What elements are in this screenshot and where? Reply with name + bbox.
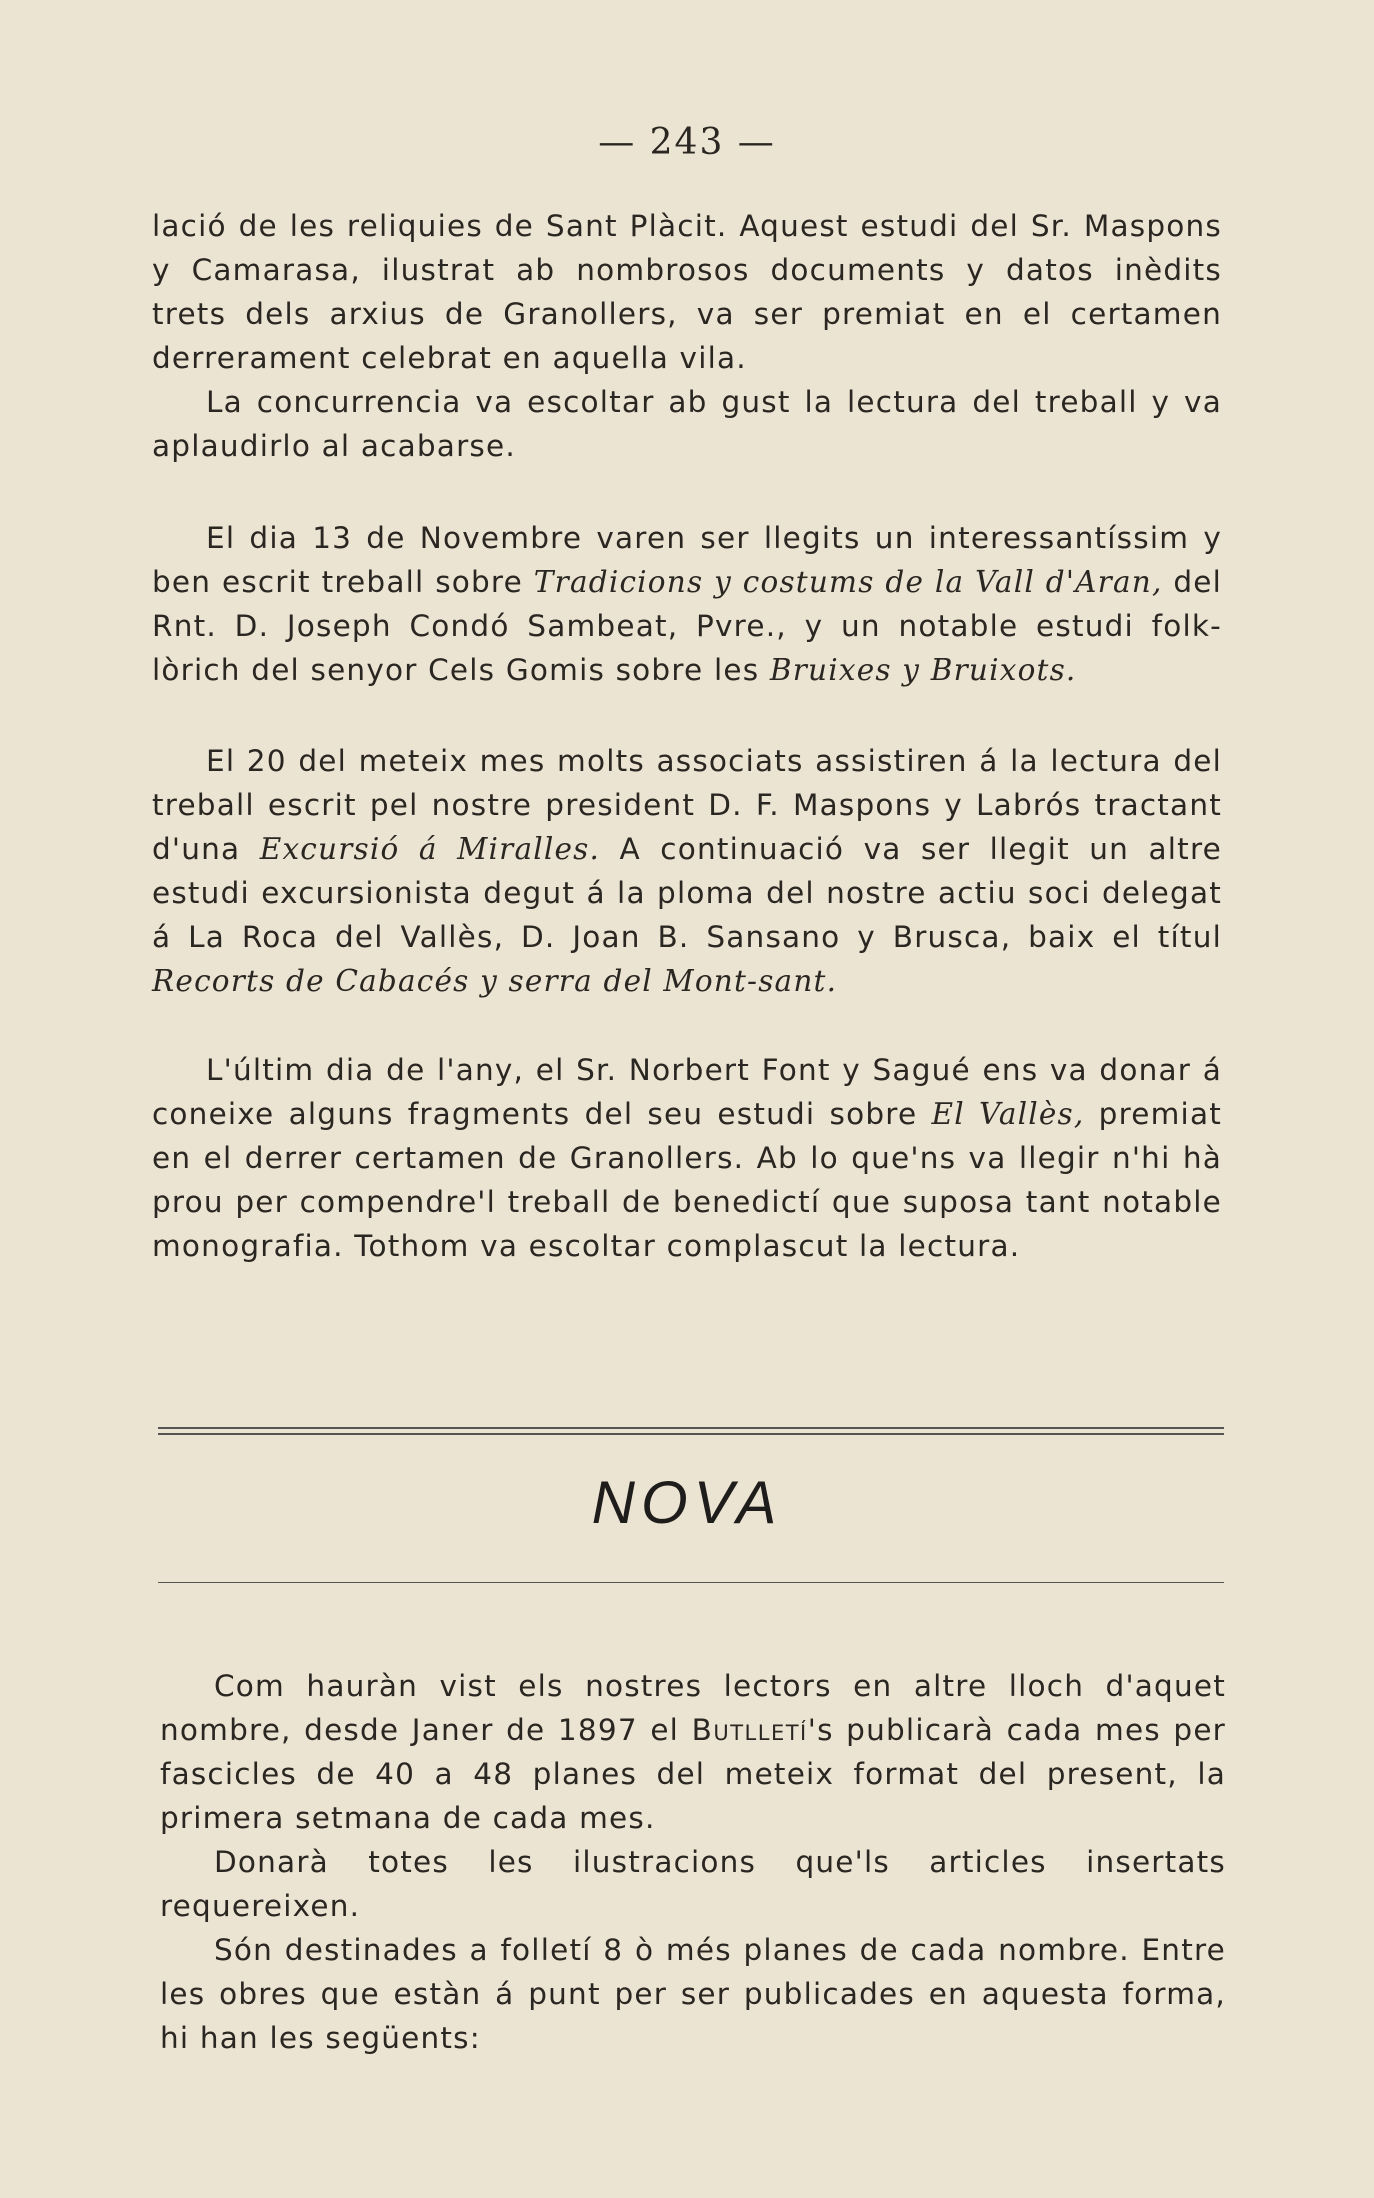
work-title: Bruixes y Bruixots. — [769, 653, 1077, 687]
paragraph-reception: La concurrencia va escoltar ab gust la lectura del treball y va aplaudirlo al acabarse. — [152, 385, 1222, 463]
page-number: — 243 — — [598, 122, 776, 163]
paragraph-body — [152, 516, 1222, 692]
text-run: L'últim dia de l'any, el Sr. Norbert Font y Sagué ens va donar á coneixe alguns fragments del seu estudi sobre — [152, 1053, 1222, 1131]
paragraph-13-november — [152, 516, 1222, 692]
text-run: del Rnt. D. Joseph Condó Sambeat, Pvre., y un notable estudi folk-lòrich del senyor Cels Gomis sobre les — [152, 565, 1223, 687]
work-title: Excursió á Miralles. — [259, 832, 601, 866]
paragraph-20-november — [152, 739, 1222, 1003]
paragraph-continuation: lació de les reliquies de Sant Plàcit. Aquest estudi del Sr. Maspons y Camarasa, ilustrat ab nombrosos documents y datos inèdits trets dels arxius de Granollers, va ser premiat en el certamen derrerament celebrat en aquella vila. — [152, 209, 1222, 375]
text-run: El dia 13 de Novembre varen ser llegits un interessantíssim y ben escrit treball sobre — [152, 521, 1222, 599]
text-run: Com hauràn vist els nostres lectors en altre lloch d'aquet nombre, desde Janer de 1897 el — [160, 1669, 1226, 1747]
paragraph-body — [152, 739, 1222, 1003]
text-run: A continuació va ser llegit un altre estudi excursionista degut á la ploma del nostre actiu soci delegat á La Roca del Vallès, D. Joan B. Sansano y Brusca, baix el títul — [152, 832, 1222, 954]
paragraph-body — [152, 1048, 1222, 1268]
paragraph-nova-2: Donarà totes les ilustracions que'ls articles insertats requereixen. — [160, 1845, 1226, 1923]
nova-block — [160, 1664, 1226, 2060]
double-rule-bottom — [158, 1433, 1224, 1435]
continuation-block — [152, 204, 1222, 468]
text-run: 's publicarà cada mes per fascicles de 40 a 48 planes del meteix format del present, la primera setmana de cada mes. — [160, 1713, 1226, 1835]
section-title: NOVA — [591, 1469, 783, 1536]
double-rule-top — [158, 1427, 1224, 1429]
paragraph-nova-3: Són destinades a folletí 8 ò més planes de cada nombre. Entre les obres que estàn á punt per ser publicades en aquesta forma, hi han les següents: — [160, 1933, 1226, 2055]
paragraph-last-day — [152, 1048, 1222, 1268]
text-run: premiat en el derrer certamen de Granollers. Ab lo que'ns va llegir n'hi hà prou per compendre'l treball de benedictí que suposa tant notable monografia. Tothom va escoltar complascut la lectura. — [152, 1097, 1222, 1263]
text-run: El 20 del meteix mes molts associats assistiren á la lectura del treball escrit pel nostre president D. F. Maspons y Labrós tractant d'una — [152, 744, 1222, 866]
single-rule — [158, 1582, 1224, 1583]
journal-name: Butlletí — [691, 1713, 808, 1747]
work-title: Recorts de Cabacés y serra del Mont-sant. — [152, 964, 838, 998]
work-title: Tradicions y costums de la Vall d'Aran, — [533, 565, 1163, 599]
work-title: El Vallès, — [931, 1097, 1085, 1131]
paragraph-nova-1 — [160, 1664, 1226, 1840]
